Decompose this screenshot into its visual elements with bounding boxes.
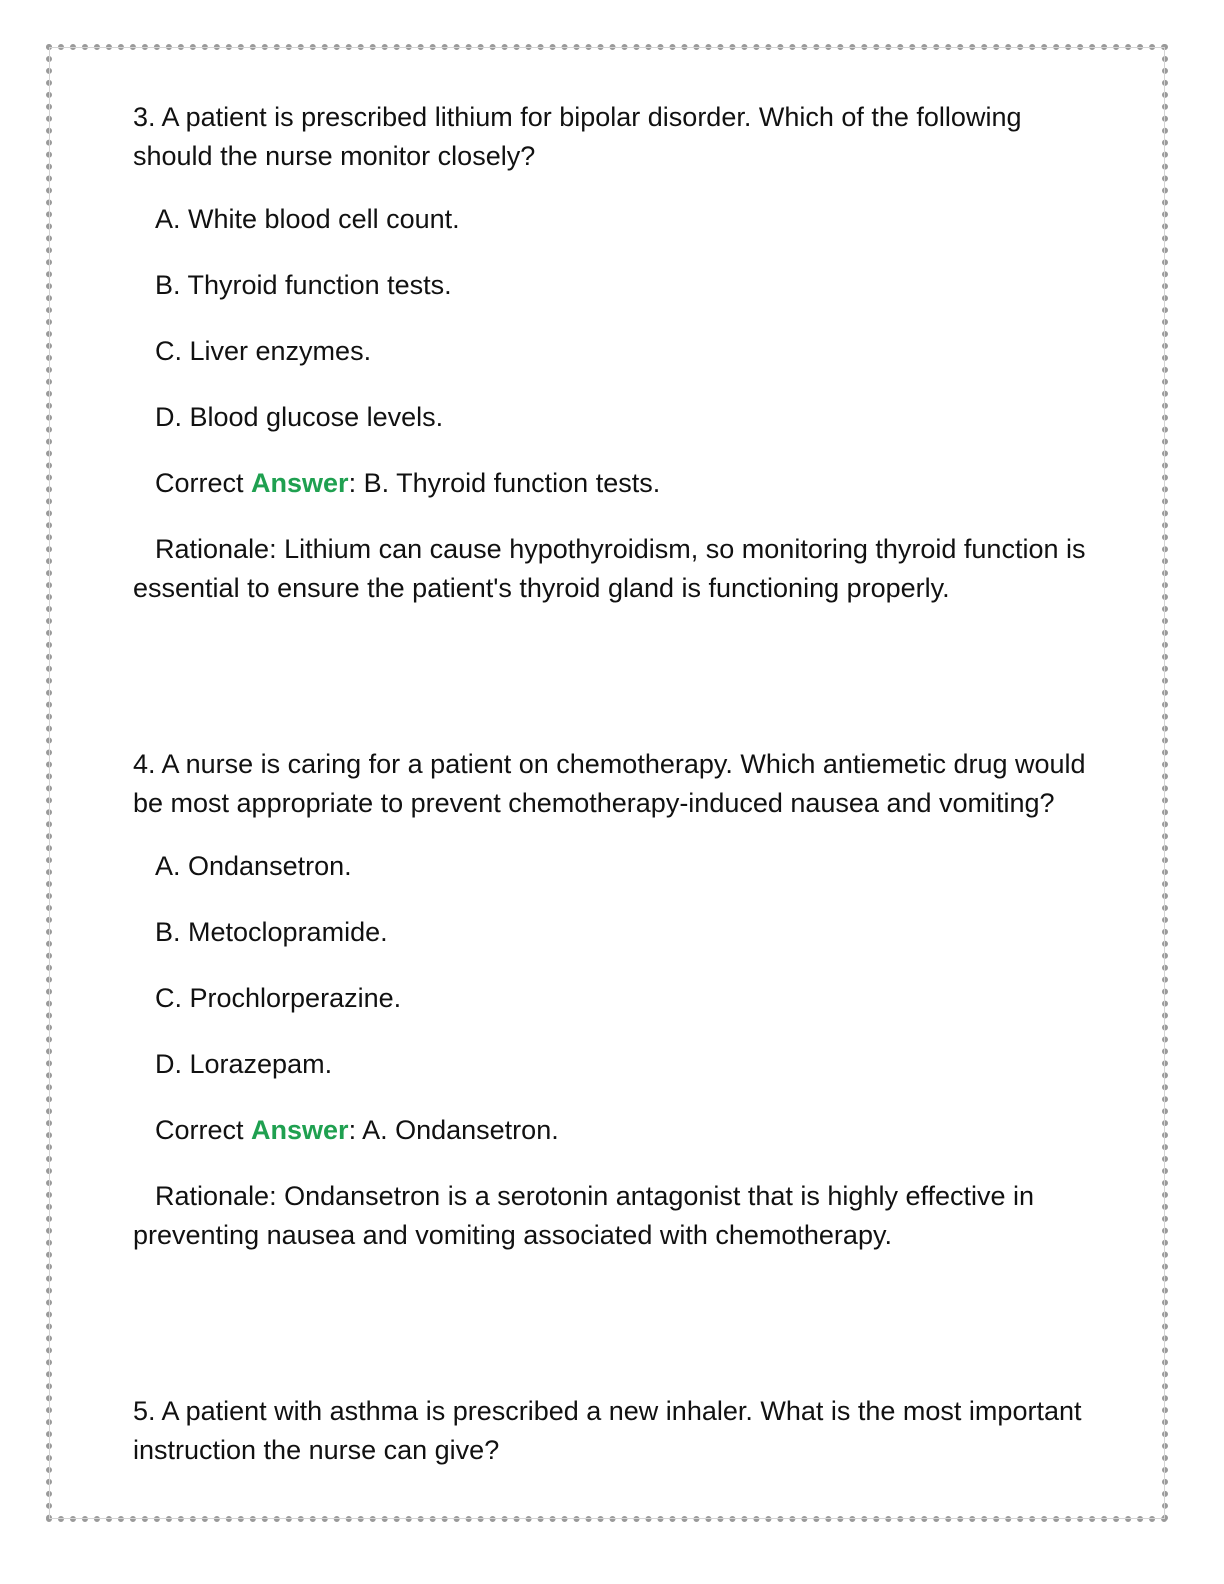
question-4-text: 4. A nurse is caring for a patient on chemotherapy. Which antiemetic drug would be most appropriate to prevent chemotherapy-induced nausea and vomiting? [133,749,1086,818]
answer-label: Answer [251,468,349,498]
question-3-text: 3. A patient is prescribed lithium for bipolar disorder. Which of the following should the nurse monitor closely? [133,102,1022,171]
question-4-rationale: Rationale: Ondansetron is a serotonin antagonist that is highly effective in preventing nausea and vomiting associated with chemotherapy. [133,1181,1035,1250]
question-4-option-a: A. Ondansetron. [155,851,352,881]
question-3-option-b: B. Thyroid function tests. [155,270,452,300]
question-4-answer: Correct Answer: A. Ondansetron. [155,1115,559,1145]
question-4 [133,745,1093,1255]
question-5 [133,1392,1093,1484]
question-3-option-a: A. White blood cell count. [155,204,460,234]
question-4-option-c: C. Prochlorperazine. [155,983,402,1013]
question-4-option-b: B. Metoclopramide. [155,917,388,947]
question-3-rationale: Rationale: Lithium can cause hypothyroidism, so monitoring thyroid function is essential to ensure the patient's thyroid gland is functioning properly. [133,534,1086,603]
question-5-text: 5. A patient with asthma is prescribed a new inhaler. What is the most important instruction the nurse can give? [133,1396,1082,1465]
question-4-option-d: D. Lorazepam. [155,1049,333,1079]
answer-label: Answer [251,1115,349,1145]
question-3-option-c: C. Liver enzymes. [155,336,372,366]
question-3 [133,98,1093,608]
question-3-answer: Correct Answer: B. Thyroid function tests. [155,468,661,498]
question-3-option-d: D. Blood glucose levels. [155,402,444,432]
